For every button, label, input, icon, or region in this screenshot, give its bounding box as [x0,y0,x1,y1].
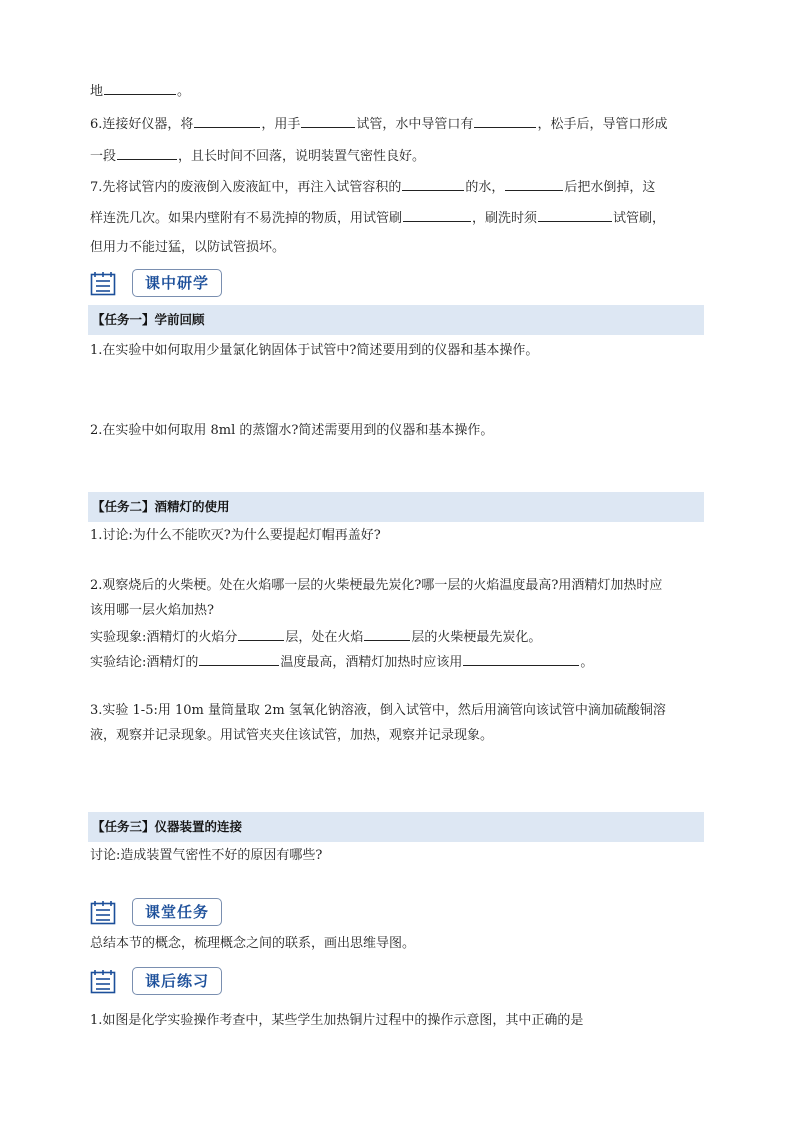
list-icon [90,900,116,926]
blank [199,651,279,666]
text: 实验结论:酒精灯的 [90,655,199,670]
blank [194,113,260,128]
blank [402,176,464,191]
text: 地 [90,84,104,99]
text: 试管，水中导管口有 [356,117,474,132]
list-icon [90,969,116,995]
task-2-conclusion [90,651,593,673]
text: 7.先将试管内的废液倒入废液缸中，再注入试管容积的 [90,180,402,195]
task-2-observation [90,626,541,648]
task-2-question-2-line-1: 2.观察烧后的火柴梗。处在火焰哪一层的火柴梗最先炭化?哪一层的火焰温度最高?用酒精灯加热时应 [90,578,663,593]
text: ，用手 [261,117,301,132]
homework-question-1: 1.如图是化学实验操作考查中，某些学生加热铜片过程中的操作示意图，其中正确的是 [90,1013,584,1028]
blank [301,113,355,128]
text: 层，处在火焰 [285,630,364,645]
task-1-question-1: 1.在实验中如何取用少量氯化钠固体于试管中?简述要用到的仪器和基本操作。 [90,343,539,358]
task-1-question-2: 2.在实验中如何取用 8ml 的蒸馏水?简述需要用到的仪器和基本操作。 [90,423,494,438]
classroom-task-text: 总结本节的概念，梳理概念之间的联系，画出思维导图。 [90,936,416,951]
blank [538,207,612,222]
section-title: 课后练习 [132,967,222,995]
text: 试管刷， [613,211,666,226]
question-6-line-1 [90,113,667,135]
text: ，且长时间不回落，说明装置气密性良好。 [178,149,426,164]
blank [364,626,410,641]
task-2-question-3-line-2: 液，观察并记录现象。用试管夹夹住该试管，加热，观察并记录现象。 [90,728,494,743]
text: 6.连接好仪器，将 [90,117,194,132]
task-2-question-1: 1.讨论:为什么不能吹灭?为什么要提起灯帽再盖好? [90,528,381,543]
blank [104,80,176,95]
task-3-question-1: 讨论:造成装置气密性不好的原因有哪些? [90,848,323,863]
text: 。 [177,84,191,99]
text: 后把水倒掉，这 [564,180,656,195]
task-1-title: 【任务一】学前回顾 [88,305,704,335]
task-3-title: 【任务三】仪器装置的连接 [88,812,704,842]
task-2-question-2-line-2: 该用哪一层火焰加热? [90,603,214,618]
question-7-line-2 [90,207,665,229]
section-title: 课堂任务 [132,898,222,926]
blank [505,176,563,191]
question-6-line-2 [90,145,425,167]
blank [463,651,579,666]
intro-line-1 [90,80,190,102]
question-7-line-1 [90,176,655,198]
text: ，松手后，导管口形成 [537,117,668,132]
text: 层的火柴梗最先炭化。 [411,630,542,645]
text: ，刷洗时须 [472,211,538,226]
text: 一段 [90,149,117,164]
question-7-line-3 [90,238,285,258]
blank [238,626,284,641]
text: 实验现象:酒精灯的火焰分 [90,630,238,645]
task-2-question-3-line-1: 3.实验 1-5:用 10m 量筒量取 2m 氢氧化钠溶液，倒入试管中，然后用滴管向该试管中滴加硫酸铜溶 [90,703,666,718]
blank [474,113,536,128]
text: 的水， [465,180,505,195]
text: 。 [580,655,594,670]
text: 温度最高，酒精灯加热时应该用 [280,655,463,670]
blank [403,207,471,222]
blank [117,145,177,160]
section-title: 课中研学 [132,269,222,297]
task-2-title: 【任务二】酒精灯的使用 [88,492,704,522]
text: 但用力不能过猛，以防试管损坏。 [90,240,286,255]
list-icon [90,271,116,297]
text: 样连洗几次。如果内壁附有不易洗掉的物质，用试管刷 [90,211,403,226]
